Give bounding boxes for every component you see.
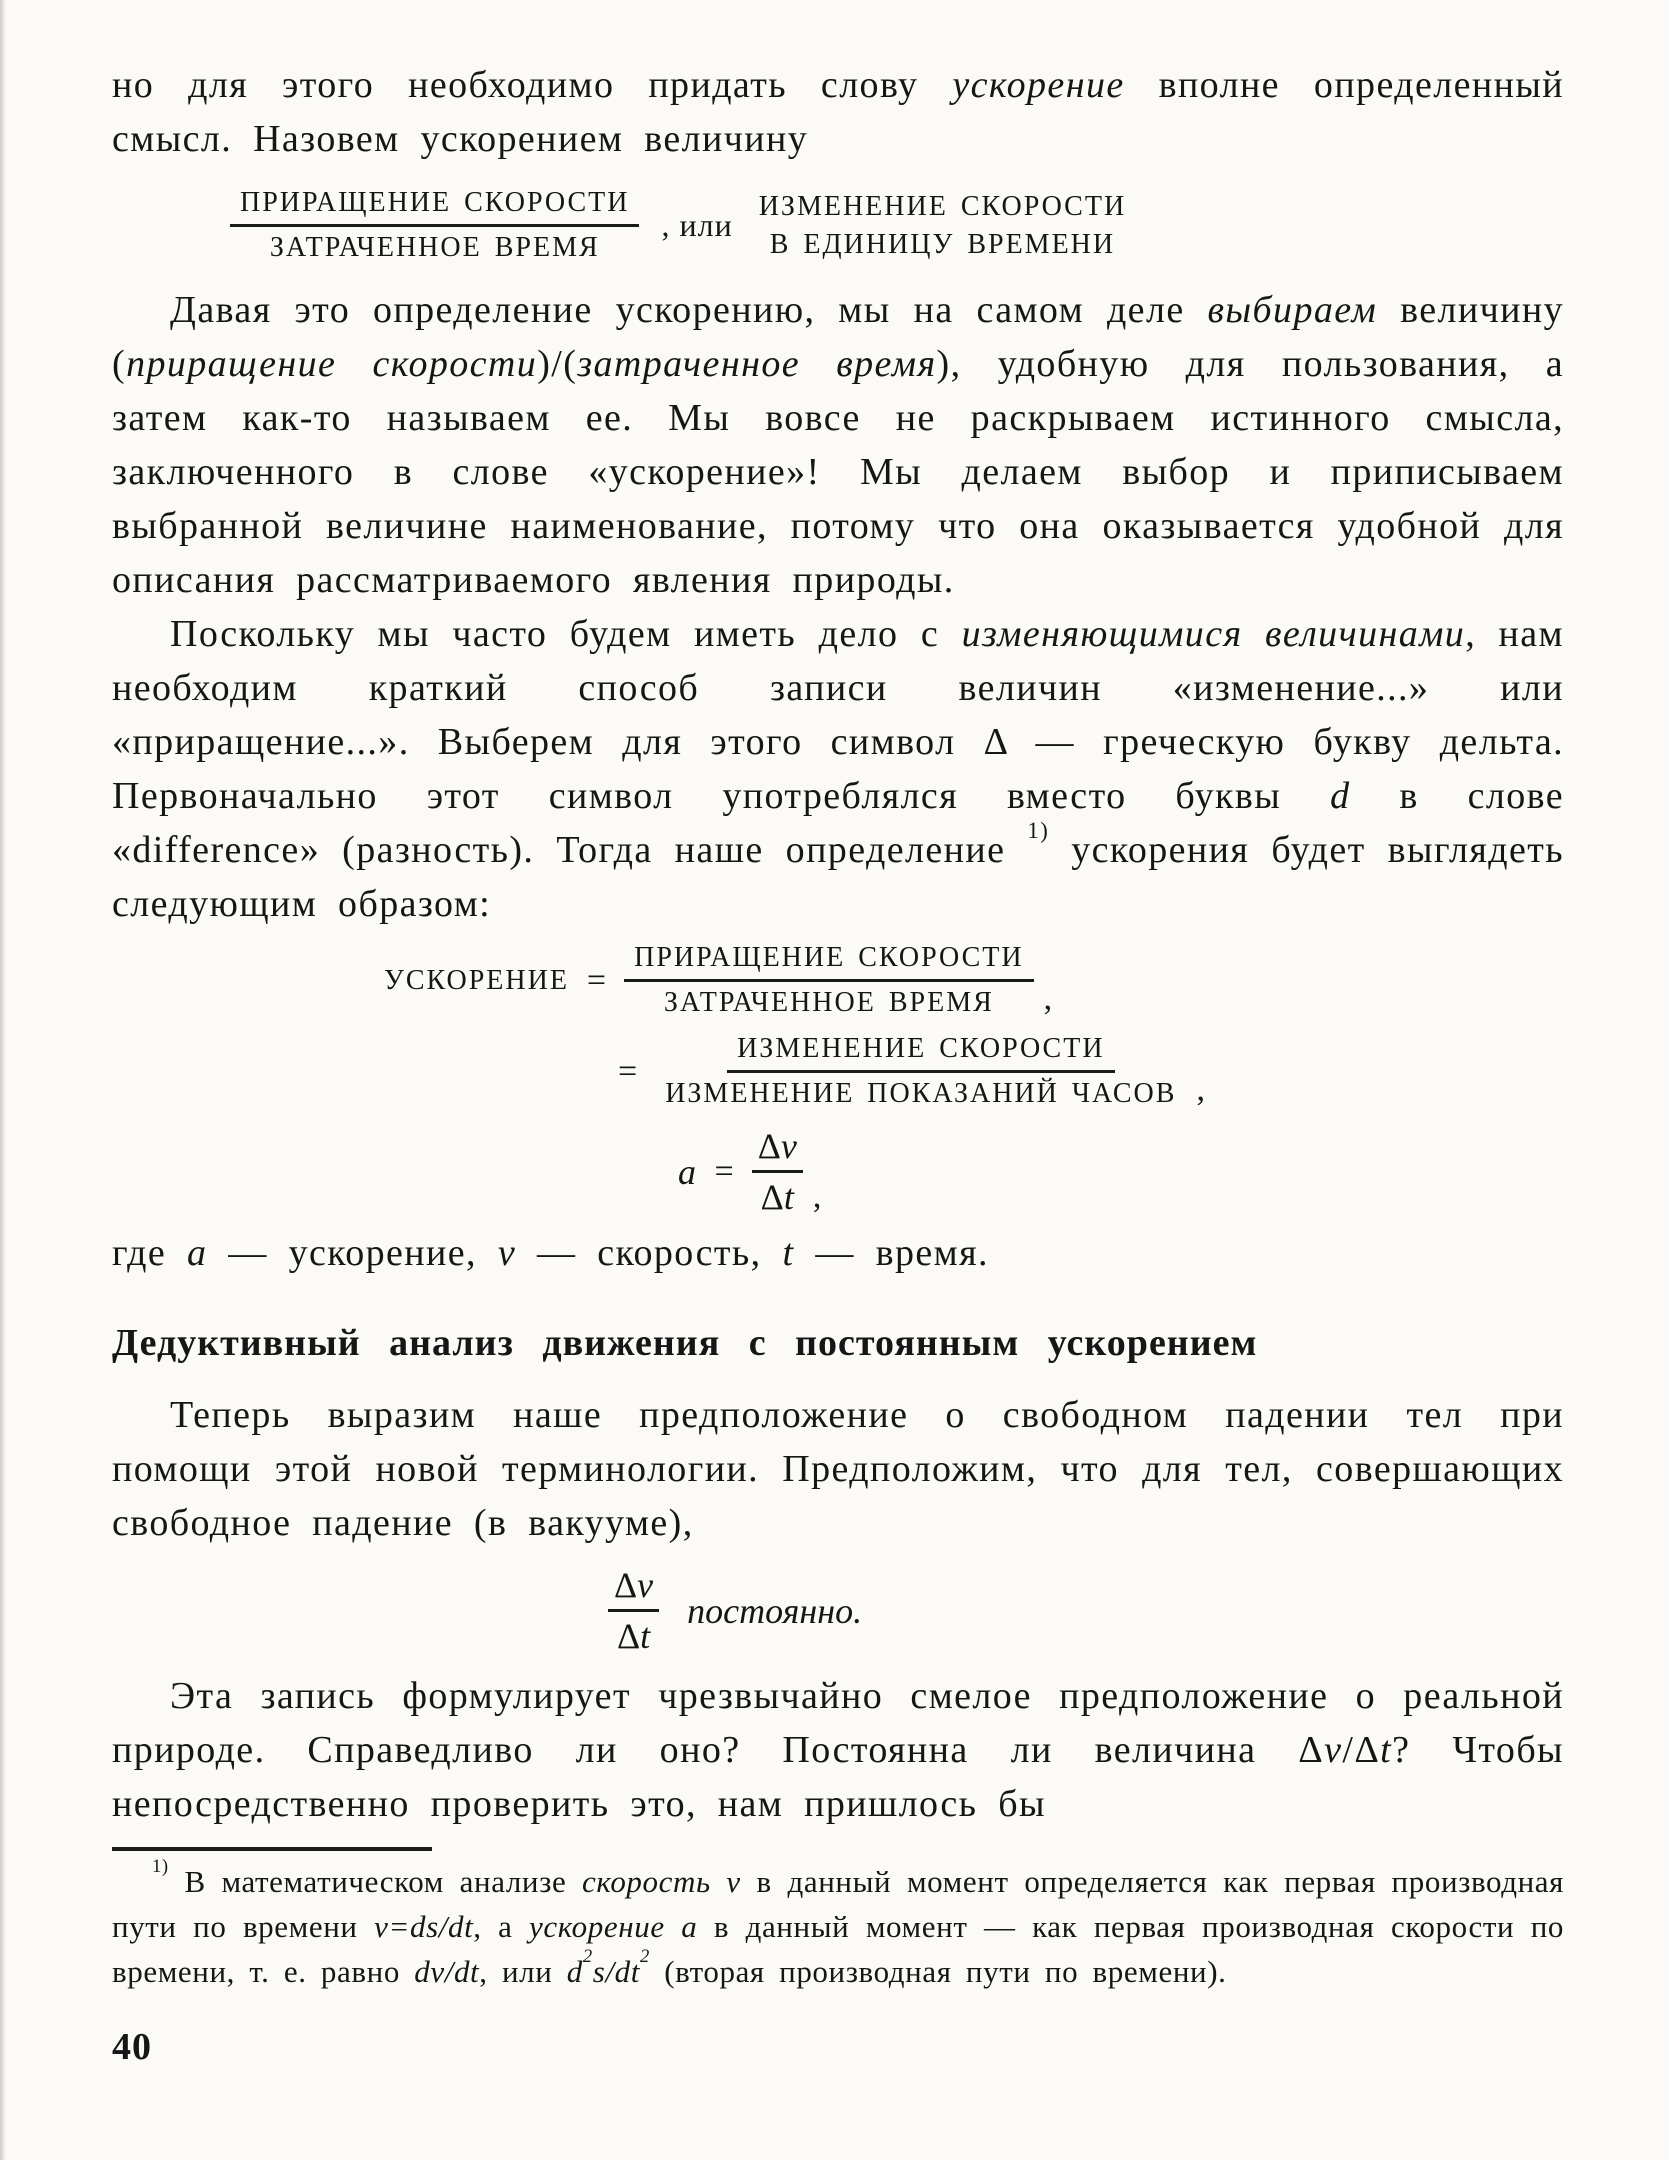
variable-legend: где a — ускорение, v — скорость, t — время. [112,1232,989,1274]
fraction-denominator: ИЗМЕНЕНИЕ ПОКАЗАНИЙ ЧАСОВ [665,1078,1177,1109]
alt-definition-line1: ИЗМЕНЕНИЕ СКОРОСТИ [758,190,1127,222]
equals-sign: = [714,1152,734,1190]
acceleration-eq-row-1 [384,941,1052,1020]
fraction-numerator: ПРИРАЩЕНИЕ СКОРОСТИ [230,186,639,227]
fraction-numerator: Δv [752,1125,803,1173]
alt-definition-line2: В ЕДИНИЦУ ВРЕМЕНИ [769,228,1116,260]
comma: , [1196,1071,1205,1108]
constancy-formula [608,1564,1564,1657]
fraction-denominator: Δt [616,1616,651,1656]
velocity-increment-fraction [624,941,1033,1020]
fraction-denominator: Δt [760,1177,794,1217]
clock-change-fraction [655,1032,1186,1111]
equation-lhs: УСКОРЕНИЕ [384,964,569,996]
acceleration-eq-row-2 [600,1032,1205,1111]
fraction-numerator: ИЗМЕНЕНИЕ СКОРОСТИ [727,1032,1114,1073]
fraction-numerator: Δv [608,1564,659,1612]
footnote: $^{1)}$ В математическом анализе скорость v в данный момент определяется как первая производная пути по времени v=ds/dt, а ускорение a в данный момент — как первая производная скорости по времени, т. е. равно dv/dt, или $d^2s/dt^2$ (вторая производная пути по времени). [112,1856,1565,1989]
velocity-increment-fraction [230,186,639,265]
section-heading: Дедуктивный анализ движения с постоянным ускорением [112,1322,1258,1364]
acceleration-eq-row-3 [678,1125,821,1218]
acceleration-equation-block [112,941,1564,1218]
fraction-denominator: ЗАТРАЧЕННОЕ ВРЕМЯ [269,232,600,263]
comma: , [812,1178,822,1215]
fraction-denominator: ЗАТРАЧЕННОЕ ВРЕМЯ [663,987,994,1018]
variable-a: a [678,1151,697,1192]
paragraph-bold-assumption: Эта запись формулирует чрезвычайно смелое предположение о реальной природе. Справедливо ли оно? Постоянна ли величина Δv/Δt? Чтобы непосредственно проверить это, нам пришлось бы [112,1675,1564,1825]
paragraph-definition-choice: Давая это определение ускорению, мы на самом деле выбираем величину (приращение скорости)/(затраченное время), удобную для пользования, а затем как-то называем ее. Мы вовсе не раскрываем истинного смысла, заключенного в слове «ускорение»! Мы делаем выбор и приписываем выбранной величине наименование, потому что она оказывается удобной для описания рассматриваемого явления природы. [112,289,1564,601]
paragraph-intro: но для этого необходимо придать слову ускорение вполне определенный смысл. Назовем ускорением величину [112,64,1564,160]
constant-label: постоянно. [687,1590,863,1631]
per-unit-time-block [755,188,1130,264]
or-connector: , или [661,207,733,243]
acceleration-definition-formula [230,186,1564,265]
equals-sign: = [618,1052,638,1090]
fraction-numerator: ПРИРАЩЕНИЕ СКОРОСТИ [624,941,1033,982]
comma: , [1043,980,1053,1017]
footnote-separator [112,1847,432,1851]
page-number: 40 [112,2026,152,2068]
equals-sign: = [586,961,607,999]
delta-v-delta-t-fraction [752,1125,803,1218]
paragraph-delta-notation: Поскольку мы часто будем иметь дело с изменяющимися величинами, нам необходим краткий способ записи величин «изменение...» или «приращение...». Выберем для этого символ Δ — греческую букву дельта. Первоначально этот символ употреблялся вместо буквы d в слове «difference» (разность). Тогда наше определение $^{1)}$ ускорения будет выглядеть следующим образом: [112,613,1565,925]
delta-v-delta-t-fraction [608,1564,659,1657]
paragraph-free-fall: Теперь выразим наше предположение о свободном падении тел при помощи этой новой терминологии. Предположим, что для тел, совершающих свободное падение (в вакууме), [112,1394,1564,1544]
text-column [112,58,1564,2069]
